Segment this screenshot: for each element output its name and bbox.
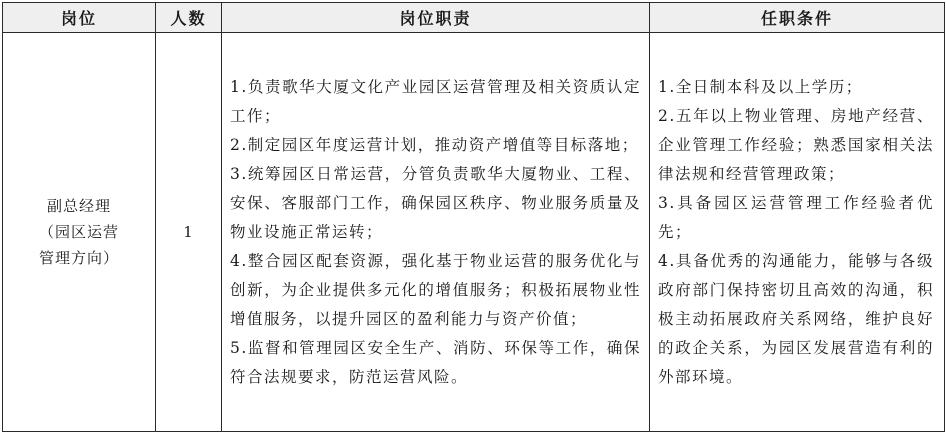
requirement-item: 4.具备优秀的沟通能力，能够与各级政府部门保持密切且高效的沟通，积极主动拓展政府关系网络，维护良好的政企关系，为园区发展营造有利的外部环境。 — [658, 251, 934, 386]
header-position: 岗位 — [3, 3, 156, 33]
header-requirements: 任职条件 — [650, 3, 945, 33]
position-line: 副总经理 — [46, 197, 111, 215]
requirements-cell — [650, 33, 945, 432]
position-line: 管理方向） — [38, 249, 119, 267]
job-table — [2, 2, 945, 432]
header-count: 人数 — [156, 3, 222, 33]
duties-cell — [222, 33, 650, 432]
header-row — [3, 3, 945, 33]
header-duties: 岗位职责 — [222, 3, 650, 33]
requirement-item: 3.具备园区运营管理工作经验者优先； — [658, 193, 934, 241]
duty-item: 1.负责歌华大厦文化产业园区运营管理及相关资质认定工作； — [230, 77, 641, 125]
duty-item: 3.统筹园区日常运营，分管负责歌华大厦物业、工程、安保、客服部门工作，确保园区秩序、物业服务质量及物业设施正常运转； — [230, 164, 641, 241]
requirement-item: 1.全日制本科及以上学历； — [658, 77, 863, 96]
table-row — [3, 33, 945, 432]
duty-item: 5.监督和管理园区安全生产、消防、环保等工作，确保符合法规要求，防范运营风险。 — [230, 338, 641, 386]
position-line: （园区运营 — [38, 223, 119, 241]
duty-item: 2.制定园区年度运营计划，推动资产增值等目标落地； — [230, 135, 639, 154]
requirement-item: 2.五年以上物业管理、房地产经营、企业管理工作经验；熟悉国家相关法律法规和经营管理政策； — [658, 106, 934, 183]
position-cell — [3, 33, 156, 432]
duty-item: 4.整合园区配套资源，强化基于物业运营的服务优化与创新，为企业提供多元化的增值服务；积极拓展物业性增值服务，以提升园区的盈利能力与资产价值； — [230, 251, 641, 328]
count-cell: 1 — [156, 33, 222, 432]
